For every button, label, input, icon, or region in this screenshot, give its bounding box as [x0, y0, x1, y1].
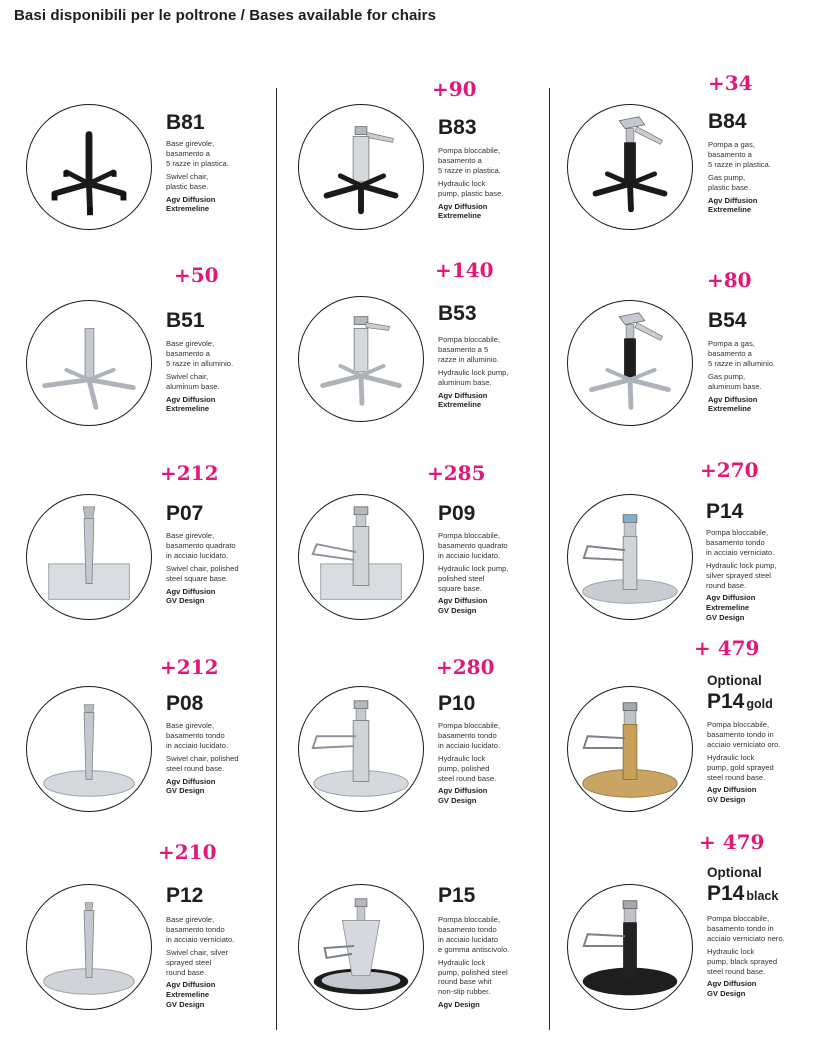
desc-brand: Agv Diffusion Extremeline — [708, 195, 758, 215]
product-code-p14-gold — [707, 691, 773, 712]
code-suffix: gold — [746, 697, 773, 711]
product-code-p14-black — [707, 883, 778, 904]
product-price-p12: +210 — [158, 840, 217, 864]
desc-italian: Pompa bloccabile, basamento a 5 razze in plastica. — [438, 146, 501, 175]
product-desc-b84 — [708, 140, 812, 215]
column-divider-right — [549, 88, 550, 1030]
desc-english: Hydraulic lock pump, gold sprayed steel round base. — [707, 752, 774, 782]
product-image-p08 — [26, 686, 152, 812]
desc-brand: Agv Diffusion Extremeline — [708, 394, 758, 414]
product-desc-p10 — [438, 721, 542, 806]
product-image-b53 — [298, 296, 424, 422]
product-desc-p15 — [438, 915, 542, 1010]
product-desc-p08 — [166, 721, 270, 796]
desc-english: Hydraulic lock pump, black sprayed steel round base. — [707, 946, 778, 976]
product-desc-p07 — [166, 531, 270, 606]
desc-italian: Pompa bloccabile, basamento tondo in acciaio lucidato e gomma antiscivolo. — [438, 915, 510, 954]
product-price-p14: +270 — [700, 458, 759, 482]
desc-brand: Agv Diffusion Extremeline — [438, 201, 488, 221]
desc-italian: Base girevole, basamento quadrato in acciaio lucidato. — [166, 531, 236, 560]
product-image-p14 — [567, 494, 693, 620]
product-image-p14-gold — [567, 686, 693, 812]
desc-italian: Pompa bloccabile, basamento a 5 razze in alluminio. — [438, 335, 501, 364]
product-code-p08: P08 — [166, 692, 204, 715]
product-code-b84: B84 — [708, 110, 747, 133]
product-image-b54 — [567, 300, 693, 426]
desc-english: Hydraulic lock pump, polished steel round base. — [438, 753, 497, 783]
product-code-p14: P14 — [706, 500, 744, 523]
desc-italian: Base girevole, basamento tondo in acciaio lucidato. — [166, 721, 229, 750]
product-price-p09: +285 — [427, 461, 486, 485]
product-price-p08: +212 — [160, 655, 219, 679]
desc-italian: Pompa bloccabile, basamento quadrato in acciaio lucidato. — [438, 531, 508, 560]
code-suffix: black — [746, 889, 779, 903]
product-code-b81: B81 — [166, 111, 205, 134]
desc-brand: Agv Diffusion Extremeline GV Design — [166, 980, 216, 1010]
product-desc-p09 — [438, 531, 542, 616]
desc-english: Gas pump, plastic base. — [708, 172, 751, 192]
code-main: P14 — [707, 690, 745, 713]
product-code-p07: P07 — [166, 502, 204, 525]
desc-italian: Base girevole, basamento a 5 razze in plastica. — [166, 139, 229, 168]
product-image-p10 — [298, 686, 424, 812]
product-desc-p14 — [706, 528, 812, 623]
product-image-b84 — [567, 104, 693, 230]
product-desc-b83 — [438, 146, 542, 221]
optional-label-gold: Optional — [707, 673, 762, 688]
desc-brand: Agv Diffusion Extremeline — [166, 194, 216, 214]
product-image-b51 — [26, 300, 152, 426]
product-code-b51: B51 — [166, 309, 205, 332]
product-code-b53: B53 — [438, 302, 477, 325]
desc-italian: Base girevole, basamento a 5 razze in alluminio. — [166, 339, 234, 368]
product-price-b51: +50 — [174, 263, 219, 287]
desc-italian: Pompa a gas, basamento a 5 razze in plastica. — [708, 140, 771, 169]
page-title: Basi disponibili per le poltrone / Bases available for chairs — [14, 7, 437, 24]
desc-brand: Agv Design — [438, 1000, 480, 1010]
product-image-p09 — [298, 494, 424, 620]
product-desc-b51 — [166, 339, 270, 414]
product-price-p10: +280 — [436, 655, 495, 679]
product-desc-p14-black — [707, 914, 813, 999]
desc-brand: Agv Diffusion Extremeline GV Design — [706, 593, 756, 623]
product-desc-b81 — [166, 139, 270, 214]
product-price-p07: +212 — [160, 461, 219, 485]
product-code-b83: B83 — [438, 116, 477, 139]
product-price-b54: +80 — [707, 268, 752, 292]
product-code-p10: P10 — [438, 692, 476, 715]
product-price-b83: +90 — [432, 77, 477, 101]
product-desc-b53 — [438, 335, 542, 410]
product-image-p14-black — [567, 884, 693, 1010]
desc-english: Hydraulic lock pump, polished steel square base. — [438, 563, 509, 593]
product-code-p09: P09 — [438, 502, 476, 525]
desc-english: Swivel chair, polished steel square base. — [166, 563, 239, 583]
desc-english: Hydraulic lock pump, plastic base. — [438, 178, 504, 198]
product-price-p14-gold: + 479 — [694, 636, 760, 660]
product-code-b54: B54 — [708, 309, 747, 332]
desc-italian: Pompa a gas, basamento a 5 razze in alluminio. — [708, 339, 776, 368]
desc-english: Swivel chair, aluminum base. — [166, 371, 220, 391]
product-code-p15: P15 — [438, 884, 476, 907]
code-main: P14 — [707, 882, 745, 905]
product-image-b83 — [298, 104, 424, 230]
desc-english: Hydraulic lock pump, silver sprayed steel round base. — [706, 560, 777, 590]
desc-english: Swivel chair, plastic base. — [166, 171, 209, 191]
product-desc-p12 — [166, 915, 270, 1010]
product-desc-b54 — [708, 339, 812, 414]
product-image-p12 — [26, 884, 152, 1010]
desc-italian: Pompa bloccabile, basamento tondo in acciaio verniciato oro. — [707, 720, 781, 749]
product-image-b81 — [26, 104, 152, 230]
desc-brand: Agv Diffusion Extremeline — [166, 394, 216, 414]
desc-italian: Base girevole, basamento tondo in acciaio verniciato. — [166, 915, 235, 944]
desc-english: Hydraulic lock pump, aluminum base. — [438, 367, 509, 387]
desc-english: Swivel chair, silver sprayed steel round base. — [166, 947, 229, 977]
product-image-p07 — [26, 494, 152, 620]
product-code-p12: P12 — [166, 884, 204, 907]
desc-brand: Agv Diffusion GV Design — [438, 596, 488, 616]
desc-italian: Pompa bloccabile, basamento tondo in acciaio verniciato. — [706, 528, 775, 557]
product-price-p14-black: + 479 — [699, 830, 765, 854]
desc-brand: Agv Diffusion GV Design — [707, 785, 757, 805]
desc-brand: Agv Diffusion GV Design — [707, 979, 757, 999]
product-image-p15 — [298, 884, 424, 1010]
product-desc-p14-gold — [707, 720, 813, 805]
desc-brand: Agv Diffusion GV Design — [166, 586, 216, 606]
desc-english: Gas pump, aluminum base. — [708, 371, 762, 391]
desc-brand: Agv Diffusion Extremeline — [438, 390, 488, 410]
optional-label-black: Optional — [707, 865, 762, 880]
desc-english: Hydraulic lock pump, polished steel round base whit non-slip rubber. — [438, 957, 508, 997]
product-price-b84: +34 — [708, 71, 753, 95]
desc-brand: Agv Diffusion GV Design — [438, 786, 488, 806]
product-price-b53: +140 — [435, 258, 494, 282]
column-divider-left — [276, 88, 277, 1030]
desc-italian: Pompa bloccabile, basamento tondo in acciaio lucidato. — [438, 721, 501, 750]
desc-english: Swivel chair, polished steel round base. — [166, 753, 239, 773]
desc-brand: Agv Diffusion GV Design — [166, 776, 216, 796]
desc-italian: Pompa bloccabile, basamento tondo in acciaio verniciato nero. — [707, 914, 785, 943]
